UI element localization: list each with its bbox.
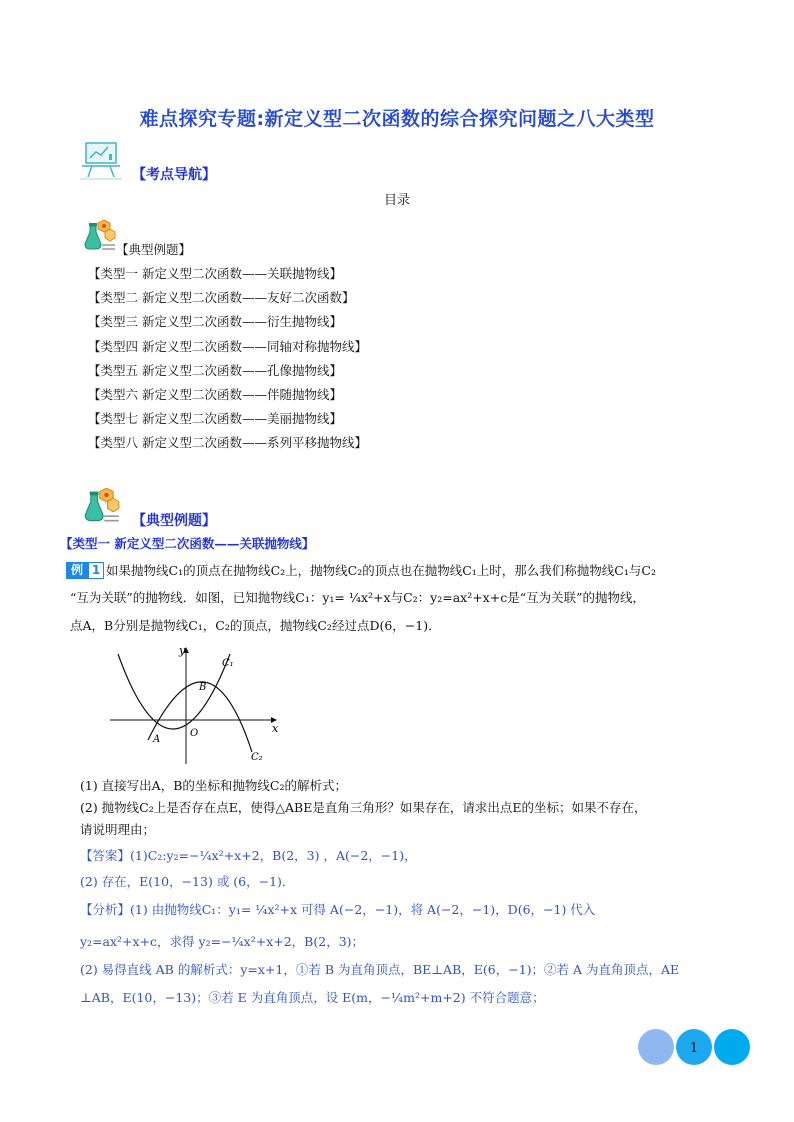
page-number: 1 (689, 1041, 699, 1056)
analysis-line: y₂=ax²+x+c，求得 y₂=−¼x²+x+2，B(2，3)； (80, 934, 365, 949)
flask-hexagon-icon (84, 486, 120, 524)
answer-line: (2) 存在，E(10，−13) 或 (6，−1)． (80, 874, 295, 889)
question-2-cont: 请说明理由； (80, 822, 156, 837)
nav-label: 【考点导航】 (132, 167, 216, 183)
document-title: 难点探究专题:新定义型二次函数的综合探究问题之八大类型 (139, 108, 655, 130)
answer-line (80, 848, 417, 864)
toc-item[interactable]: 【类型四 新定义型二次函数——同轴对称抛物线】 (88, 338, 367, 354)
analysis-line: (2) 易得直线 AB 的解析式：y=x+1，①若 B 为直角顶点，BE⊥AB，E(6，−1)；②若 A 为直角顶点，AE (80, 962, 680, 977)
flask-hexagon-icon (84, 218, 116, 252)
toc-item[interactable]: 【类型八 新定义型二次函数——系列平移抛物线】 (88, 435, 367, 451)
c1-label: C₁ (222, 658, 234, 669)
point-a-label: A (153, 734, 161, 745)
x-axis-label: x (272, 722, 279, 735)
answer-text: (1)C₂:y₂=−¼x²+x+2，B(2，3) ，A(−2，−1)， (130, 848, 417, 863)
question-1: (1) 直接写出A，B的坐标和抛物线C₂的解析式； (80, 778, 347, 793)
toc-heading: 【典型例题】 (116, 242, 192, 257)
c2-label: C₂ (251, 752, 263, 763)
toc-item[interactable]: 【类型二 新定义型二次函数——友好二次函数】 (88, 290, 355, 306)
toc-item[interactable]: 【类型七 新定义型二次函数——美丽抛物线】 (88, 411, 342, 427)
toc-title: 目录 (383, 193, 410, 208)
question-2: (2) 抛物线C₂上是否存在点E，使得△ABE是直角三角形？如果存在，请求出点E的坐标；如果不存在， (80, 800, 647, 815)
analysis-tag: 【分析】 (80, 902, 131, 917)
toc-item[interactable]: 【类型一 新定义型二次函数——关联抛物线】 (88, 266, 342, 281)
parabola-c1 (118, 654, 230, 729)
toc-item[interactable]: 【类型六 新定义型二次函数——伴随抛物线】 (88, 386, 342, 402)
problem-line: 如果抛物线C₁的顶点在抛物线C₂上，抛物线C₂的顶点也在抛物线C₁上时，那么我们称抛物线C₁与C₂ (106, 563, 656, 578)
type-heading: 【类型一 新定义型二次函数——关联抛物线】 (60, 536, 315, 551)
answer-tag: 【答案】 (80, 848, 131, 863)
origin-label: O (190, 728, 199, 739)
page-circle (714, 1029, 750, 1065)
parabola-graph (108, 642, 284, 770)
example-number: 1 (88, 562, 104, 579)
analysis-text: (1) 由抛物线C₁：y₁= ¼x²+x 可得 A(−2，−1)，将 A(−2，−1)，D(6，−1) 代入 (130, 902, 596, 917)
presentation-board-icon (80, 140, 124, 180)
problem-line: “互为关联”的抛物线．如图，已知抛物线C₁：y₁= ¼x²+x与C₂：y₂=ax²+x+c是“互为关联”的抛物线， (70, 590, 645, 605)
page-number-badge (638, 1029, 750, 1065)
problem-line: 点A，B分别是抛物线C₁，C₂的顶点，抛物线C₂经过点D(6，−1)． (70, 618, 441, 633)
analysis-line: ⊥AB，E(10，−13)；③若 E 为直角顶点，设 E(m，−¼m²+m+2) 不符合题意； (80, 990, 545, 1005)
example-prefix: 例 (66, 562, 88, 579)
point-b-label: B (199, 682, 207, 693)
toc-item[interactable]: 【类型五 新定义型二次函数——孔像抛物线】 (88, 362, 342, 378)
table-of-contents (88, 262, 367, 456)
analysis-line (80, 902, 595, 918)
y-axis-label: y (179, 644, 186, 657)
page-circle-light (638, 1029, 674, 1065)
section-label: 【典型例题】 (132, 513, 216, 529)
example-badge (66, 562, 102, 579)
toc-item[interactable]: 【类型三 新定义型二次函数——衍生抛物线】 (88, 314, 342, 330)
